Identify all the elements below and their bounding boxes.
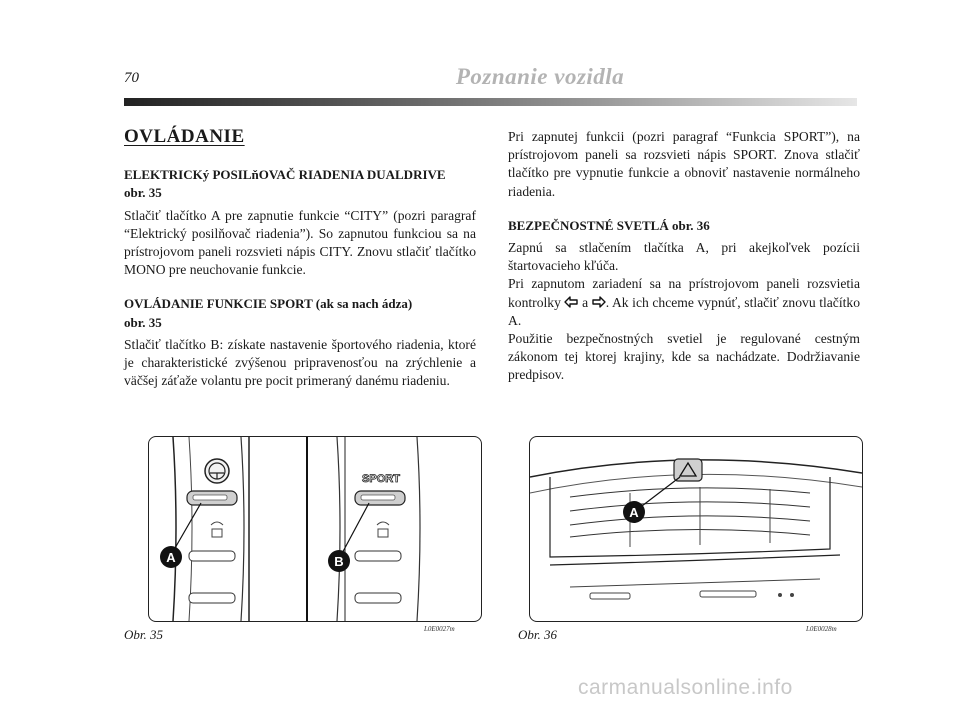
- label-a: A: [166, 550, 176, 565]
- dualdrive-heading-line1: ELEKTRICKý POSILňOVAČ RIADENIA DUALDRIVE: [124, 167, 446, 183]
- label-a: A: [629, 505, 639, 520]
- dualdrive-text: Stlačiť tlačítko A pre zapnutie funkcie “CITY” (pozri paragraf “Elektrický posilňovač riadenia”). So zapnutou funkciou sa na prístrojovom paneli rozsvieti nápis CITY. Znovu stlačiť tlačítko MONO pre neuchovanie funkcie.: [124, 207, 476, 278]
- figure-36-illustration: [529, 436, 863, 622]
- figure-35-code: L0E0027m: [424, 625, 455, 633]
- turn-signal-left-icon: [564, 296, 578, 308]
- page-number: 70: [124, 70, 139, 86]
- right-column: [508, 128, 860, 385]
- hazard-text-2-part1: Pri zapnutom zariadení sa na prístrojovom paneli rozsvietia kontrolky: [508, 276, 860, 310]
- sport-intro-text: Pri zapnutej funkcii (pozri paragraf “Funkcia SPORT”), na prístrojovom paneli sa rozsvieti nápis SPORT. Znova stlačiť tlačítko pre vypnutie funkcie a obnoviť nastavenie normálneho riadenia.: [508, 129, 860, 199]
- section-title: OVLÁDANIE: [124, 126, 245, 147]
- turn-signal-right-icon: [592, 296, 606, 308]
- sport-heading-line1: OVLÁDANIE FUNKCIE SPORT (ak sa nach ádza): [124, 296, 413, 312]
- figure-36-code: L0E0028m: [806, 625, 837, 633]
- sport-heading: [124, 295, 476, 331]
- figure-35-illustration: [148, 436, 482, 622]
- steering-city-icon: [205, 459, 229, 483]
- figure-35-drawing: [149, 437, 481, 621]
- hazard-text-2-part2: . Ak ich chceme vypnúť, stlačiť znovu tlačítko A.: [508, 294, 860, 328]
- figure-36-caption: Obr. 36: [518, 627, 558, 642]
- left-column: [124, 124, 476, 390]
- hazard-text-3: Použitie bezpečnostných svetiel je regulované cestným zákonom tej ktorej krajiny, kde sa nachádzate. Dodržiavanie predpisov.: [508, 331, 860, 383]
- sport-text: Stlačiť tlačítko B: získate nastavenie športového riadenia, ktoré je charakteristické zvýšenou pripravenosťou na zrýchlenie a väčšej záťaže volantu pre pocit primeraný danému riadeniu.: [124, 336, 476, 389]
- sport-label: SPORT: [362, 473, 400, 485]
- watermark: carmanualsonline.info: [578, 676, 793, 699]
- header-rule: [124, 98, 857, 106]
- hazard-text-2: [508, 275, 860, 330]
- dualdrive-heading-line2: obr. 35: [124, 185, 162, 201]
- label-b: B: [334, 554, 344, 569]
- sport-heading-line2: obr. 35: [124, 314, 162, 330]
- hazard-text-2-and: a: [578, 294, 592, 310]
- running-title: Poznanie vozidla: [455, 64, 625, 89]
- hazard-text-1: Zapnú sa stlačením tlačítka A, pri akejkoľvek pozícii štartovacieho kľúča.: [508, 240, 860, 274]
- figure-36-drawing: [530, 437, 862, 621]
- figure-35-caption: Obr. 35: [124, 627, 164, 642]
- hazard-heading: BEZPEČNOSTNÉ SVETLÁ obr. 36: [508, 217, 710, 233]
- dualdrive-heading: [124, 166, 476, 202]
